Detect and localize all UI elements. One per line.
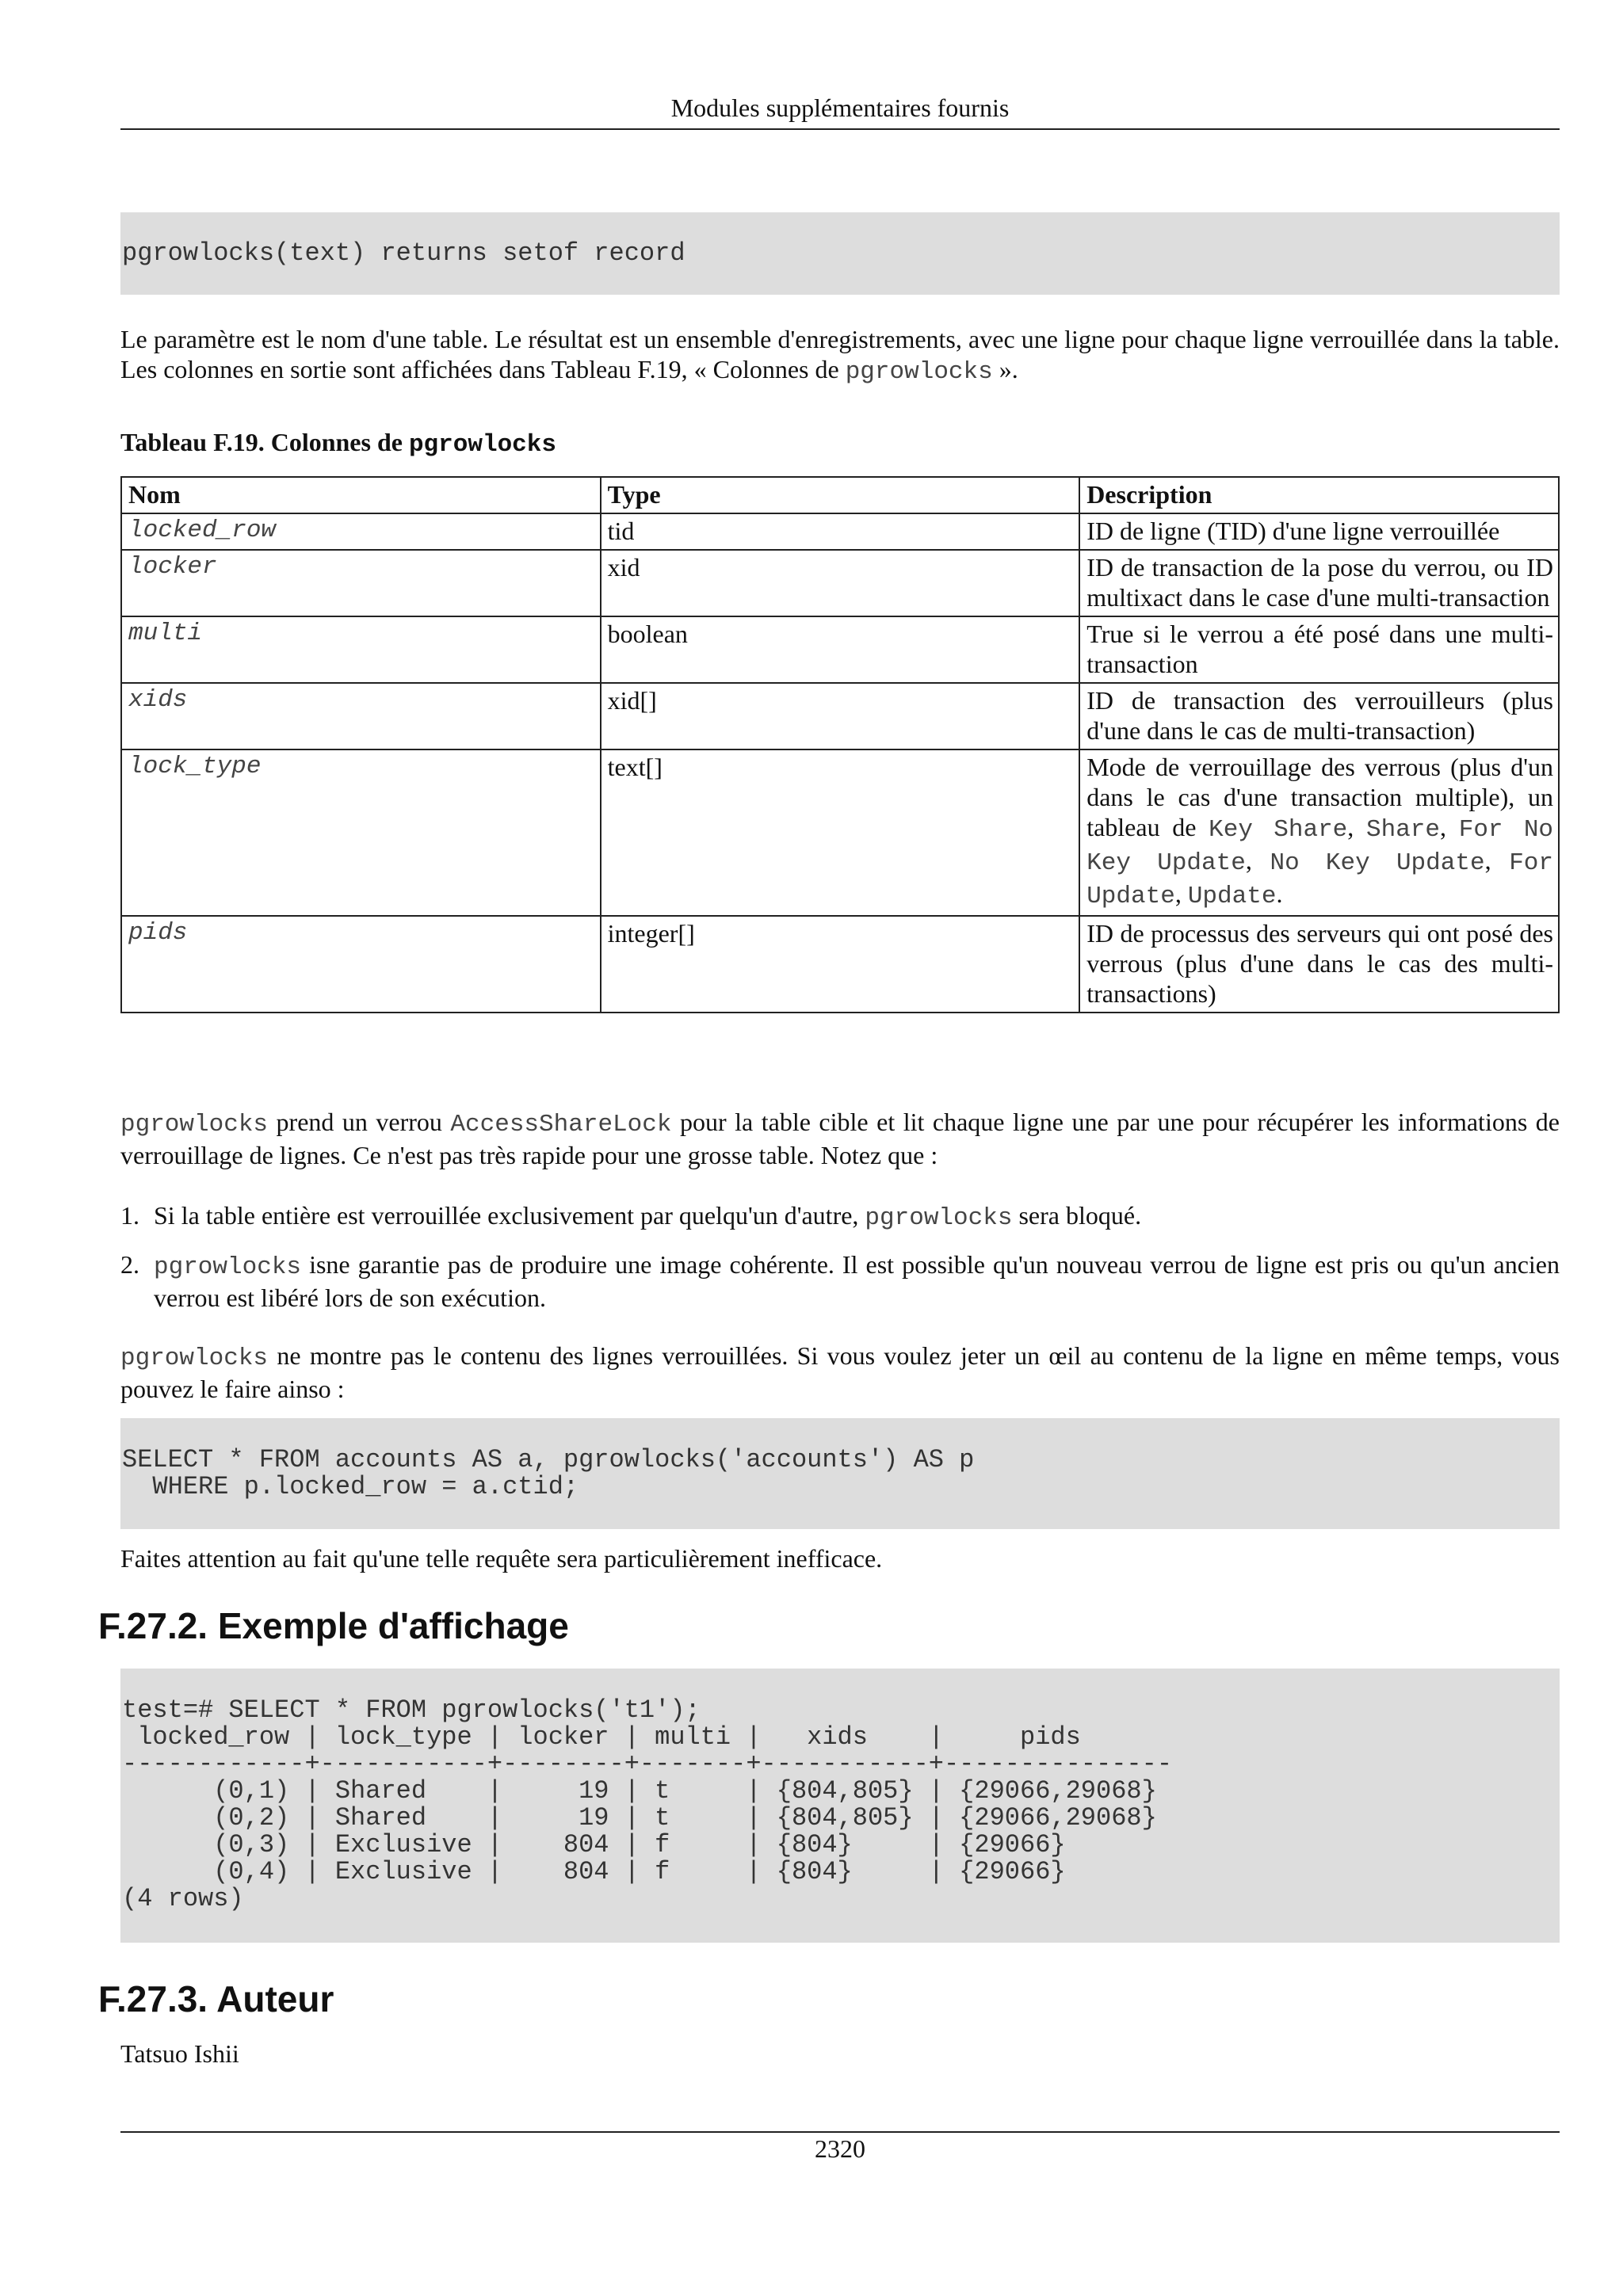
section-title-example: F.27.2. Exemple d'affichage — [98, 1605, 569, 1646]
section-title-author: F.27.3. Auteur — [98, 1978, 334, 2019]
column-description: ID de transaction des verrouilleurs (plus d'une dans le cas de multi-transaction) — [1079, 683, 1559, 749]
lock-mode: Share — [1366, 816, 1441, 844]
lock-mode: For No Key Update — [1086, 816, 1554, 877]
column-type: xid[] — [601, 683, 1080, 749]
example-output-block: test=# SELECT * FROM pgrowlocks('t1'); locked_row | lock_type | locker | multi | xids | pids ------------+-----------+--------+-------+-----------+--------------- (0,1) | Shared | 19 | t | {804,805} | {29066,29068} (0,2) | Shared | 19 | t | {804,805} | {29066,29068} (0,3) | Exclusive | 804 | f | {804} | {29066} (0,4) | Exclusive | 804 | f | {804} | {29066} (4 rows) — [120, 1669, 1560, 1943]
running-header: Modules supplémentaires fournis — [670, 93, 1010, 122]
list-text: sera bloqué. — [1012, 1201, 1142, 1230]
intro-end: ». — [992, 355, 1018, 383]
header-type: Type — [601, 477, 1080, 513]
header-description: Description — [1079, 477, 1559, 513]
function-signature: pgrowlocks(text) returns setof record — [120, 212, 1560, 295]
page-number: 2320 — [815, 2134, 865, 2163]
table-row — [121, 616, 1559, 683]
column-description: ID de ligne (TID) d'une ligne verrouillée — [1079, 513, 1559, 550]
column-name: locked_row — [121, 513, 601, 550]
inline-code: AccessShareLock — [450, 1111, 672, 1138]
footer-rule — [120, 2131, 1560, 2133]
column-type: tid — [601, 513, 1080, 550]
intro-code: pgrowlocks — [845, 358, 993, 386]
column-name: pids — [121, 916, 601, 1013]
locking-paragraph — [120, 1107, 1560, 1170]
column-name: lock_type — [121, 749, 601, 916]
list-number: 1. — [120, 1201, 139, 1230]
query-code-block: SELECT * FROM accounts AS a, pgrowlocks('accounts') AS p WHERE p.locked_row = a.ctid; — [120, 1418, 1560, 1529]
paragraph-text: prend un verrou — [268, 1108, 451, 1136]
list-number: 2. — [120, 1250, 139, 1279]
column-type: xid — [601, 550, 1080, 616]
paragraph-text: ne montre pas le contenu des lignes verrouillées. Si vous voulez jeter un œil au contenu de la ligne en même temps, vous pouvez le faire ainso : — [120, 1341, 1560, 1403]
list-text: Si la table entière est verrouillée exclusivement par quelqu'un d'autre, — [154, 1201, 865, 1230]
content-paragraph — [120, 1341, 1560, 1404]
table-row — [121, 749, 1559, 916]
table-row — [121, 550, 1559, 616]
columns-table — [120, 476, 1560, 1013]
column-type: integer[] — [601, 916, 1080, 1013]
column-description: True si le verrou a été posé dans une multi-transaction — [1079, 616, 1559, 683]
lock-mode: Key Share — [1209, 816, 1348, 844]
table-row — [121, 916, 1559, 1013]
column-description: Mode de verrouillage des verrous (plus d'un dans le cas d'une transaction multiple), un tableau de Key Share, Share, For No Key Update, No Key Update, For Update, Update. — [1079, 749, 1559, 916]
column-name: multi — [121, 616, 601, 683]
intro-text: Le paramètre est le nom d'une table. Le résultat est un ensemble d'enregistrements, avec une ligne pour chaque ligne verrouillée dans la table. Les colonnes en sortie sont affichées dans Tableau F.19, « Colonnes de — [120, 325, 1560, 383]
warning-paragraph: Faites attention au fait qu'une telle requête sera particulièrement inefficace. — [120, 1544, 883, 1573]
table-row — [121, 683, 1559, 749]
header-name: Nom — [121, 477, 601, 513]
table-header-row — [121, 477, 1559, 513]
intro-paragraph — [120, 324, 1560, 387]
column-type: text[] — [601, 749, 1080, 916]
column-description: ID de transaction de la pose du verrou, ou ID multixact dans le case d'une multi-transaction — [1079, 550, 1559, 616]
notes-list — [120, 1200, 1560, 1313]
lock-mode: Update — [1187, 883, 1277, 910]
lock-mode: For Update — [1086, 849, 1553, 910]
inline-code: pgrowlocks — [120, 1111, 269, 1138]
list-text: isne garantie pas de produire une image cohérente. Il est possible qu'un nouveau verrou de ligne est pris ou qu'un ancien verrou est libéré lors de son exécution. — [154, 1250, 1560, 1312]
paragraph-text: pour la table cible et lit chaque ligne une par une pour récupérer les informations de verrouillage de lignes. Ce n'est pas très rapide pour une grosse table. Notez que : — [120, 1108, 1560, 1169]
lock-type-description: Mode de verrouillage des verrous (plus d'un dans le cas d'une transaction multiple), un tableau de — [1086, 753, 1553, 841]
column-name: locker — [121, 550, 601, 616]
table-caption-code: pgrowlocks — [408, 431, 556, 459]
table-caption — [120, 428, 556, 459]
inline-code: pgrowlocks — [865, 1204, 1013, 1232]
lock-mode: No Key Update — [1270, 849, 1485, 877]
author-name: Tatsuo Ishii — [120, 2039, 239, 2068]
list-item — [120, 1249, 1560, 1313]
column-name: xids — [121, 683, 601, 749]
table-row — [121, 513, 1559, 550]
table-caption-text: Tableau F.19. Colonnes de — [120, 428, 409, 456]
inline-code: pgrowlocks — [120, 1344, 269, 1372]
inline-code: pgrowlocks — [154, 1253, 302, 1281]
list-item — [120, 1200, 1560, 1234]
column-type: boolean — [601, 616, 1080, 683]
column-description: ID de processus des serveurs qui ont posé des verrous (plus d'une dans le cas des multi-transactions) — [1079, 916, 1559, 1013]
header-rule — [120, 128, 1560, 130]
